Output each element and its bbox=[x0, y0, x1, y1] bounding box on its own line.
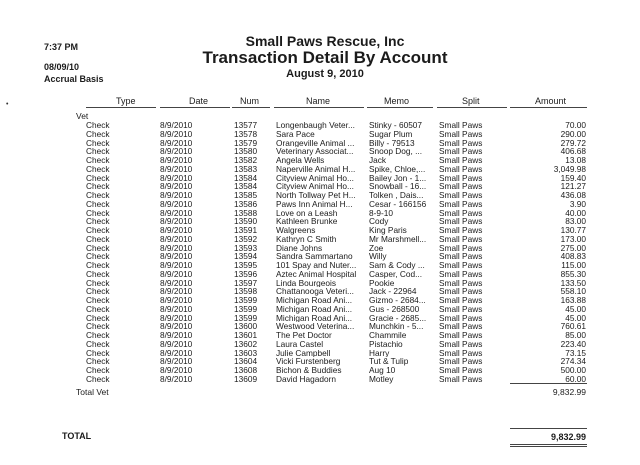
cell-split: Small Paws bbox=[439, 348, 483, 358]
cell-split: Small Paws bbox=[439, 252, 483, 261]
cell-memo: Casper, Cod... bbox=[369, 269, 423, 279]
header-rule bbox=[86, 107, 156, 108]
header-rule bbox=[510, 107, 587, 108]
cell-split: Small Paws bbox=[439, 147, 483, 156]
total-vet-label: Total Vet bbox=[76, 387, 109, 397]
table-row bbox=[0, 322, 640, 331]
cell-num: 13598 bbox=[234, 287, 258, 296]
table-row bbox=[0, 182, 640, 191]
cell-num: 13599 bbox=[234, 296, 258, 305]
cell-type: Check bbox=[86, 208, 110, 218]
cell-memo: Mr Marshmell... bbox=[369, 234, 427, 244]
cell-amount: 855.30 bbox=[560, 269, 586, 279]
table-row bbox=[0, 287, 640, 296]
cell-name: Sandra Sammartano bbox=[276, 252, 353, 261]
cell-date: 8/9/2010 bbox=[160, 234, 193, 244]
cell-split: Small Paws bbox=[439, 164, 483, 174]
cell-num: 13594 bbox=[234, 252, 258, 261]
cell-amount: 3,049.98 bbox=[553, 164, 586, 174]
grand-total-label: TOTAL bbox=[62, 431, 92, 441]
cell-type: Check bbox=[86, 287, 110, 296]
cell-num: 13599 bbox=[234, 304, 258, 314]
cell-num: 13603 bbox=[234, 348, 258, 358]
cell-split: Small Paws bbox=[439, 269, 483, 279]
cell-name: David Hagadorn bbox=[276, 374, 336, 384]
cell-split: Small Paws bbox=[439, 339, 483, 349]
cell-name: Linda Bourgeois bbox=[276, 278, 336, 288]
cell-date: 8/9/2010 bbox=[160, 226, 193, 235]
cell-split: Small Paws bbox=[439, 199, 483, 209]
cell-type: Check bbox=[86, 217, 110, 226]
cell-amount: 436.08 bbox=[560, 191, 586, 200]
header-rule bbox=[232, 107, 270, 108]
cell-num: 13596 bbox=[234, 269, 258, 279]
table-row bbox=[0, 147, 640, 156]
cell-memo: Gracie - 2685... bbox=[369, 313, 427, 323]
cell-name: Westwood Veterina... bbox=[276, 322, 355, 331]
cell-date: 8/9/2010 bbox=[160, 304, 193, 314]
cell-memo: Tolken , Dais... bbox=[369, 191, 424, 200]
table-row bbox=[0, 235, 640, 244]
table-row bbox=[0, 279, 640, 288]
margin-mark: • bbox=[6, 101, 9, 108]
cell-date: 8/9/2010 bbox=[160, 357, 193, 366]
cell-num: 13599 bbox=[234, 313, 258, 323]
cell-num: 13580 bbox=[234, 147, 258, 156]
cell-date: 8/9/2010 bbox=[160, 313, 193, 323]
cell-amount: 274.34 bbox=[560, 357, 586, 366]
cell-memo: Bailey Jon - 1... bbox=[369, 173, 427, 183]
cell-date: 8/9/2010 bbox=[160, 138, 193, 148]
total-double-rule bbox=[510, 446, 587, 447]
cell-num: 13590 bbox=[234, 217, 258, 226]
cell-name: Kathleen Brunke bbox=[276, 217, 338, 226]
cell-split: Small Paws bbox=[439, 366, 483, 375]
cell-memo: Gus - 268500 bbox=[369, 304, 420, 314]
cell-type: Check bbox=[86, 173, 110, 183]
table-row bbox=[0, 191, 640, 200]
cell-date: 8/9/2010 bbox=[160, 348, 193, 358]
cell-memo: Pistachio bbox=[369, 339, 403, 349]
cell-name: Orangeville Animal ... bbox=[276, 138, 355, 148]
cell-name: Michigan Road Ani... bbox=[276, 304, 353, 314]
cell-type: Check bbox=[86, 322, 110, 331]
table-row bbox=[0, 121, 640, 130]
cell-type: Check bbox=[86, 191, 110, 200]
cell-name: Naperville Animal H... bbox=[276, 164, 356, 174]
cell-date: 8/9/2010 bbox=[160, 296, 193, 305]
table-row bbox=[0, 217, 640, 226]
cell-name: Aztec Animal Hospital bbox=[276, 269, 357, 279]
cell-type: Check bbox=[86, 313, 110, 323]
cell-name: Cityview Animal Ho... bbox=[276, 182, 354, 191]
cell-memo: Jack - 22964 bbox=[369, 287, 417, 296]
cell-type: Check bbox=[86, 374, 110, 384]
cell-name: The Pet Doctor bbox=[276, 331, 332, 340]
table-row bbox=[0, 366, 640, 375]
cell-memo: Billy - 79513 bbox=[369, 138, 415, 148]
cell-date: 8/9/2010 bbox=[160, 331, 193, 340]
cell-split: Small Paws bbox=[439, 261, 483, 270]
cell-date: 8/9/2010 bbox=[160, 147, 193, 156]
cell-memo: Willy bbox=[369, 252, 387, 261]
cell-memo: Aug 10 bbox=[369, 366, 396, 375]
cell-type: Check bbox=[86, 278, 110, 288]
total-vet-amount: 9,832.99 bbox=[552, 387, 586, 397]
cell-split: Small Paws bbox=[439, 156, 483, 165]
cell-type: Check bbox=[86, 156, 110, 165]
cell-date: 8/9/2010 bbox=[160, 156, 193, 165]
table-row bbox=[0, 296, 640, 305]
cell-amount: 3.90 bbox=[569, 199, 586, 209]
cell-amount: 133.50 bbox=[560, 278, 586, 288]
cell-split: Small Paws bbox=[439, 173, 483, 183]
cell-memo: Gizmo - 2684... bbox=[369, 296, 426, 305]
table-row bbox=[0, 200, 640, 209]
cell-split: Small Paws bbox=[439, 278, 483, 288]
cell-memo: 8-9-10 bbox=[369, 208, 393, 218]
cell-name: Walgreens bbox=[276, 226, 316, 235]
cell-num: 13584 bbox=[234, 182, 258, 191]
cell-name: 101 Spay and Nuter... bbox=[276, 261, 357, 270]
cell-date: 8/9/2010 bbox=[160, 252, 193, 261]
cell-amount: 70.00 bbox=[565, 121, 586, 130]
report-period: August 9, 2010 bbox=[286, 68, 364, 80]
cell-num: 13588 bbox=[234, 208, 258, 218]
cell-date: 8/9/2010 bbox=[160, 217, 193, 226]
cell-num: 13597 bbox=[234, 278, 258, 288]
cell-date: 8/9/2010 bbox=[160, 366, 193, 375]
cell-type: Check bbox=[86, 243, 110, 253]
report-run-date: 08/09/10 bbox=[44, 62, 80, 72]
cell-name: Bichon & Buddies bbox=[276, 366, 342, 375]
cell-split: Small Paws bbox=[439, 287, 483, 296]
cell-amount: 45.00 bbox=[565, 313, 586, 323]
table-row bbox=[0, 270, 640, 279]
cell-date: 8/9/2010 bbox=[160, 182, 193, 191]
cell-date: 8/9/2010 bbox=[160, 322, 193, 331]
cell-num: 13602 bbox=[234, 339, 258, 349]
cell-memo: Pookie bbox=[369, 278, 395, 288]
cell-amount: 290.00 bbox=[560, 129, 586, 139]
column-header-name: Name bbox=[306, 96, 331, 106]
table-row bbox=[0, 305, 640, 314]
cell-memo: Tut & Tulip bbox=[369, 357, 409, 366]
cell-type: Check bbox=[86, 164, 110, 174]
cell-type: Check bbox=[86, 269, 110, 279]
cell-memo: Snowball - 16... bbox=[369, 182, 427, 191]
cell-name: Love on a Leash bbox=[276, 208, 338, 218]
cell-type: Check bbox=[86, 304, 110, 314]
cell-name: Kathryn C Smith bbox=[276, 234, 337, 244]
table-row bbox=[0, 244, 640, 253]
cell-num: 13583 bbox=[234, 164, 258, 174]
cell-name: North Tollway Pet H... bbox=[276, 191, 356, 200]
cell-name: Cityview Animal Ho... bbox=[276, 173, 354, 183]
cell-memo: Snoop Dog, ... bbox=[369, 147, 423, 156]
cell-amount: 159.40 bbox=[560, 173, 586, 183]
table-row bbox=[0, 156, 640, 165]
cell-amount: 60.00 bbox=[565, 374, 586, 384]
cell-name: Longenbaugh Veter... bbox=[276, 121, 355, 130]
cell-split: Small Paws bbox=[439, 121, 483, 130]
cell-date: 8/9/2010 bbox=[160, 173, 193, 183]
table-row bbox=[0, 261, 640, 270]
cell-name: Laura Castel bbox=[276, 339, 324, 349]
cell-split: Small Paws bbox=[439, 217, 483, 226]
table-row bbox=[0, 139, 640, 148]
cell-amount: 73.15 bbox=[565, 348, 586, 358]
cell-num: 13608 bbox=[234, 366, 258, 375]
cell-amount: 13.08 bbox=[565, 156, 586, 165]
cell-split: Small Paws bbox=[439, 182, 483, 191]
cell-num: 13582 bbox=[234, 156, 258, 165]
cell-split: Small Paws bbox=[439, 226, 483, 235]
cell-memo: King Paris bbox=[369, 226, 407, 235]
cell-num: 13578 bbox=[234, 129, 258, 139]
cell-type: Check bbox=[86, 357, 110, 366]
account-label: Vet bbox=[76, 111, 89, 121]
cell-type: Check bbox=[86, 121, 110, 130]
total-rule bbox=[510, 428, 587, 429]
cell-memo: Chammile bbox=[369, 331, 407, 340]
cell-date: 8/9/2010 bbox=[160, 208, 193, 218]
subtotal-rule bbox=[510, 383, 587, 384]
table-row bbox=[0, 130, 640, 139]
table-row bbox=[0, 349, 640, 358]
cell-name: Sara Pace bbox=[276, 129, 315, 139]
header-rule bbox=[437, 107, 507, 108]
cell-date: 8/9/2010 bbox=[160, 243, 193, 253]
cell-name: Vicki Furstenberg bbox=[276, 357, 341, 366]
cell-memo: Jack bbox=[369, 156, 387, 165]
cell-split: Small Paws bbox=[439, 191, 483, 200]
cell-memo: Motley bbox=[369, 374, 394, 384]
cell-num: 13592 bbox=[234, 234, 258, 244]
cell-date: 8/9/2010 bbox=[160, 339, 193, 349]
cell-num: 13604 bbox=[234, 357, 258, 366]
table-row bbox=[0, 252, 640, 261]
header-rule bbox=[274, 107, 364, 108]
cell-type: Check bbox=[86, 182, 110, 191]
cell-split: Small Paws bbox=[439, 129, 483, 139]
cell-amount: 558.10 bbox=[560, 287, 586, 296]
cell-num: 13600 bbox=[234, 322, 258, 331]
cell-memo: Sugar Plum bbox=[369, 129, 413, 139]
cell-name: Diane Johns bbox=[276, 243, 323, 253]
cell-name: Michigan Road Ani... bbox=[276, 313, 353, 323]
cell-amount: 408.83 bbox=[560, 252, 586, 261]
cell-memo: Cesar - 166156 bbox=[369, 199, 427, 209]
cell-num: 13586 bbox=[234, 199, 258, 209]
cell-type: Check bbox=[86, 261, 110, 270]
report-time: 7:37 PM bbox=[44, 42, 79, 52]
table-row bbox=[0, 174, 640, 183]
header-rule bbox=[367, 107, 433, 108]
cell-split: Small Paws bbox=[439, 234, 483, 244]
table-row bbox=[0, 314, 640, 323]
cell-name: Paws Inn Animal H... bbox=[276, 199, 353, 209]
report-basis: Accrual Basis bbox=[44, 74, 104, 84]
cell-date: 8/9/2010 bbox=[160, 191, 193, 200]
cell-num: 13591 bbox=[234, 226, 258, 235]
table-row bbox=[0, 165, 640, 174]
cell-amount: 45.00 bbox=[565, 304, 586, 314]
cell-amount: 760.61 bbox=[560, 322, 586, 331]
cell-num: 13601 bbox=[234, 331, 258, 340]
cell-type: Check bbox=[86, 138, 110, 148]
column-header-memo: Memo bbox=[384, 96, 410, 106]
cell-memo: Spike, Chloe,... bbox=[369, 164, 426, 174]
column-header-amount: Amount bbox=[535, 96, 567, 106]
cell-date: 8/9/2010 bbox=[160, 164, 193, 174]
cell-num: 13585 bbox=[234, 191, 258, 200]
cell-date: 8/9/2010 bbox=[160, 287, 193, 296]
cell-memo: Stinky - 60507 bbox=[369, 121, 423, 130]
cell-amount: 279.72 bbox=[560, 138, 586, 148]
cell-type: Check bbox=[86, 129, 110, 139]
cell-name: Michigan Road Ani... bbox=[276, 296, 353, 305]
cell-split: Small Paws bbox=[439, 313, 483, 323]
cell-memo: Zoe bbox=[369, 243, 384, 253]
cell-type: Check bbox=[86, 296, 110, 305]
cell-type: Check bbox=[86, 339, 110, 349]
table-row bbox=[0, 226, 640, 235]
cell-split: Small Paws bbox=[439, 243, 483, 253]
cell-amount: 85.00 bbox=[565, 331, 586, 340]
cell-name: Veterinary Associat... bbox=[276, 147, 354, 156]
cell-type: Check bbox=[86, 252, 110, 261]
cell-type: Check bbox=[86, 234, 110, 244]
table-row bbox=[0, 340, 640, 349]
company-name: Small Paws Rescue, Inc bbox=[245, 33, 405, 49]
cell-type: Check bbox=[86, 226, 110, 235]
cell-type: Check bbox=[86, 331, 110, 340]
cell-split: Small Paws bbox=[439, 374, 483, 384]
cell-amount: 223.40 bbox=[560, 339, 586, 349]
cell-num: 13609 bbox=[234, 374, 258, 384]
column-header-split: Split bbox=[462, 96, 480, 106]
table-row bbox=[0, 209, 640, 218]
cell-amount: 83.00 bbox=[565, 217, 586, 226]
report-title: Transaction Detail By Account bbox=[202, 48, 448, 67]
cell-split: Small Paws bbox=[439, 357, 483, 366]
cell-amount: 406.68 bbox=[560, 147, 586, 156]
total-double-rule bbox=[510, 444, 587, 445]
cell-type: Check bbox=[86, 199, 110, 209]
grand-total-amount: 9,832.99 bbox=[550, 432, 586, 442]
cell-name: Chattanooga Veteri... bbox=[276, 287, 354, 296]
cell-name: Angela Wells bbox=[276, 156, 325, 165]
cell-amount: 163.88 bbox=[560, 296, 586, 305]
cell-name: Julie Campbell bbox=[276, 348, 331, 358]
cell-memo: Munchkin - 5... bbox=[369, 322, 424, 331]
cell-num: 13595 bbox=[234, 261, 258, 270]
cell-num: 13577 bbox=[234, 121, 258, 130]
cell-type: Check bbox=[86, 348, 110, 358]
cell-date: 8/9/2010 bbox=[160, 199, 193, 209]
column-header-type: Type bbox=[116, 96, 136, 106]
cell-split: Small Paws bbox=[439, 331, 483, 340]
cell-amount: 173.00 bbox=[560, 234, 586, 244]
cell-date: 8/9/2010 bbox=[160, 121, 193, 130]
cell-date: 8/9/2010 bbox=[160, 261, 193, 270]
cell-date: 8/9/2010 bbox=[160, 269, 193, 279]
cell-num: 13584 bbox=[234, 173, 258, 183]
column-header-num: Num bbox=[240, 96, 260, 106]
cell-split: Small Paws bbox=[439, 208, 483, 218]
table-row bbox=[0, 357, 640, 366]
cell-split: Small Paws bbox=[439, 322, 483, 331]
transaction-list bbox=[0, 121, 640, 384]
cell-memo: Cody bbox=[369, 217, 389, 226]
column-header-date: Date bbox=[189, 96, 209, 106]
cell-amount: 121.27 bbox=[560, 182, 586, 191]
cell-num: 13593 bbox=[234, 243, 258, 253]
cell-type: Check bbox=[86, 366, 110, 375]
cell-num: 13579 bbox=[234, 138, 258, 148]
cell-amount: 275.00 bbox=[560, 243, 586, 253]
cell-date: 8/9/2010 bbox=[160, 374, 193, 384]
header-rule bbox=[160, 107, 230, 108]
table-row bbox=[0, 331, 640, 340]
cell-memo: Harry bbox=[369, 348, 390, 358]
cell-amount: 500.00 bbox=[560, 366, 586, 375]
cell-amount: 40.00 bbox=[565, 208, 586, 218]
cell-date: 8/9/2010 bbox=[160, 278, 193, 288]
cell-split: Small Paws bbox=[439, 138, 483, 148]
cell-amount: 130.77 bbox=[560, 226, 586, 235]
cell-memo: Sam & Cody ... bbox=[369, 261, 425, 270]
cell-amount: 115.00 bbox=[561, 261, 586, 270]
cell-split: Small Paws bbox=[439, 296, 483, 305]
cell-split: Small Paws bbox=[439, 304, 483, 314]
cell-date: 8/9/2010 bbox=[160, 129, 193, 139]
cell-type: Check bbox=[86, 147, 110, 156]
